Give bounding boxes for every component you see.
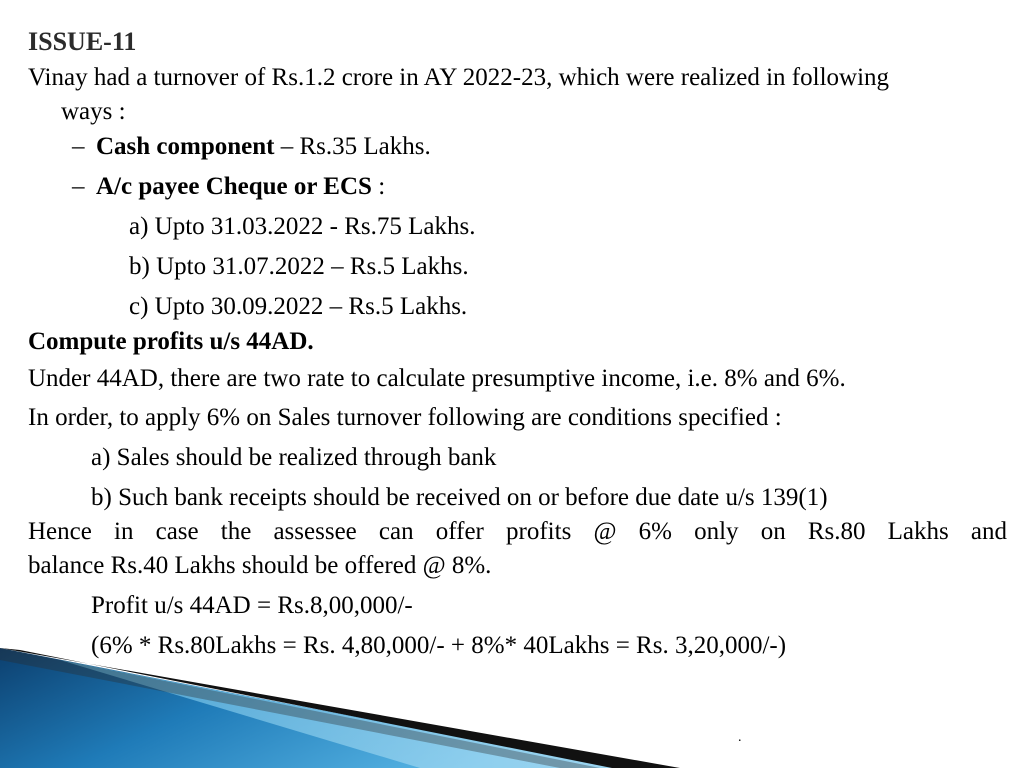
bullet-cheque-label: A/c payee Cheque or ECS: [96, 173, 372, 200]
condition-a: a) Sales should be realized through bank: [91, 444, 497, 471]
condition-b: b) Such bank receipts should be received on or before due date u/s 139(1): [91, 484, 828, 511]
profit-line: Profit u/s 44AD = Rs.8,00,000/-: [91, 592, 413, 619]
dash-bullet-icon: –: [72, 173, 85, 200]
para-rates: Under 44AD, there are two rate to calculate presumptive income, i.e. 8% and 6%.: [28, 365, 846, 392]
calculation-line: (6% * Rs.80Lakhs = Rs. 4,80,000/- + 8%* 40Lakhs = Rs. 3,20,000/-): [91, 632, 787, 659]
intro-line-1: Vinay had a turnover of Rs.1.2 crore in AY 2022-23, which were realized in following: [28, 64, 890, 91]
bullet-cash-value: – Rs.35 Lakhs.: [274, 133, 431, 160]
slide-title: ISSUE-11: [28, 27, 137, 56]
bullet-cheque-colon: :: [371, 173, 386, 200]
bullet-cash-label: Cash component: [96, 133, 275, 160]
compute-heading: Compute profits u/s 44AD.: [28, 328, 314, 355]
intro-line-2: ways :: [61, 98, 126, 125]
footer-dot: .: [738, 730, 742, 745]
sub-item-c: c) Upto 30.09.2022 – Rs.5 Lakhs.: [129, 293, 468, 320]
hence-line-2: balance Rs.40 Lakhs should be offered @ 8%.: [28, 552, 492, 579]
sub-item-a: a) Upto 31.03.2022 - Rs.75 Lakhs.: [129, 213, 476, 240]
dash-bullet-icon: –: [72, 133, 85, 160]
sub-item-b: b) Upto 31.07.2022 – Rs.5 Lakhs.: [129, 253, 469, 280]
hence-line-1: Hence in case the assessee can offer profits @ 6% only on Rs.80 Lakhs and: [28, 518, 1007, 545]
para-conditions: In order, to apply 6% on Sales turnover following are conditions specified :: [28, 404, 782, 431]
